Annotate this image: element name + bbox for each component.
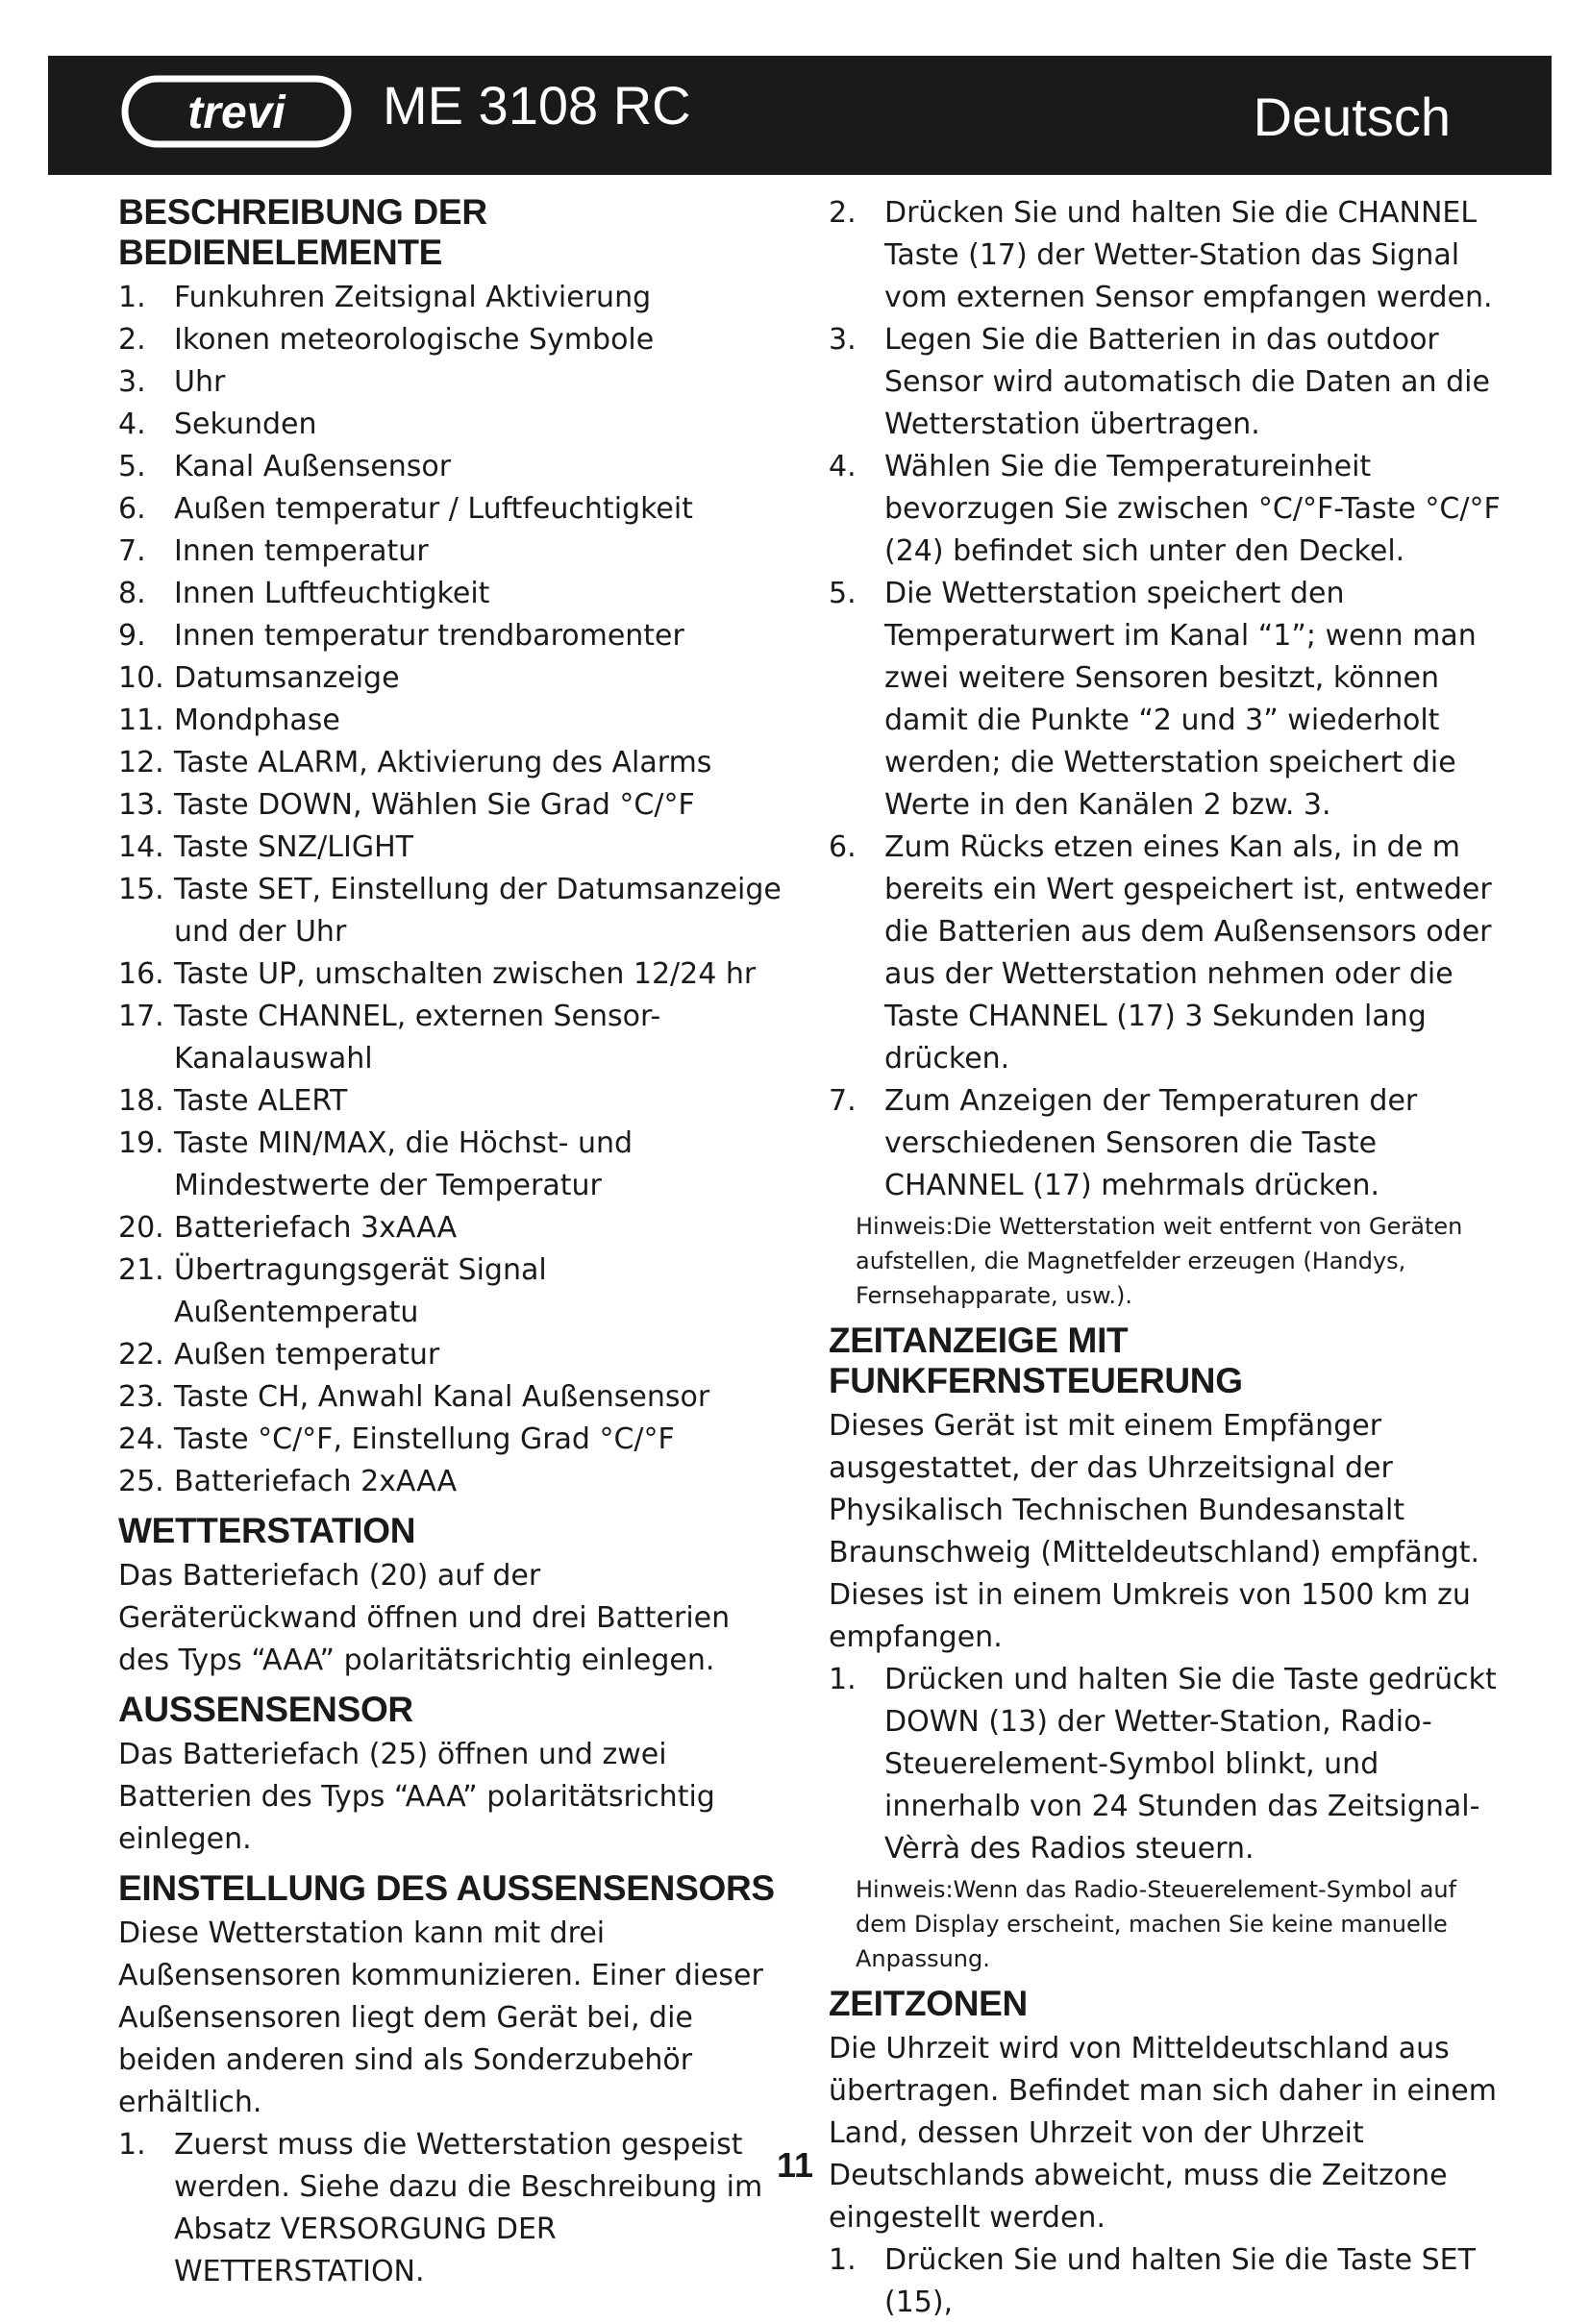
list-item [118,700,783,742]
item-text: Taste UP, umschalten zwischen 12/24 hr [174,957,757,991]
item-number: 25. [118,1465,164,1498]
left-column [118,192,783,2293]
item-text: Wählen Sie die Temperatureinheit bevorzugen Sie zwischen °C/°F-Taste °C/°F (24) befindet sich unter den Deckel. [884,450,1501,568]
weather-station-text: Das Batteriefach (20) auf der Geräterückwand öffnen und drei Batterien des Typs “AAA” polaritätsrichtig einlegen. [118,1559,731,1677]
item-number: 5. [118,450,146,483]
note-radio-control: Hinweis:Wenn das Radio-Steuerelement-Symbol auf dem Display erscheint, machen Sie keine manuelle Anpassung. [856,1876,1457,1972]
item-number: 18. [118,1084,164,1118]
item-text: Taste CH, Anwahl Kanal Außensensor [174,1380,710,1414]
item-text: Innen temperatur [174,534,429,568]
item-text: Datumsanzeige [174,661,400,695]
item-number: 2. [829,196,857,230]
item-number: 20. [118,1211,164,1245]
list-item [118,277,783,319]
item-number: 5. [829,577,857,610]
item-number: 16. [118,957,164,991]
radio-clock-text: Dieses Gerät ist mit einem Empfänger ausgestattet, der das Uhrzeitsignal der Physikalisch Technischen Bundesanstalt Braunschweig (Mitteldeutschland) empfängt. Dieses ist in einem Umkreis von 1500 km zu empfangen. [829,1409,1480,1654]
item-text: Taste ALARM, Aktivierung des Alarms [174,746,712,779]
trevi-logo [121,73,352,150]
item-text: Taste ALERT [174,1084,348,1118]
section-title-radio-clock: ZEITANZEIGE MIT FUNKFERNSTEUERUNG [829,1321,1243,1400]
item-number: 24. [118,1422,164,1456]
item-number: 21. [118,1253,164,1287]
item-number: 23. [118,1380,164,1414]
item-number: 1. [118,281,146,314]
sensor-setup-steps-continued [829,192,1502,1207]
section-title-outdoor-sensor: AUSSENSENSOR [118,1690,413,1729]
list-item [118,784,783,827]
time-zones-text: Die Uhrzeit wird von Mitteldeutschland aus übertragen. Befindet man sich daher in einem Land, dessen Uhrzeit von der Uhrzeit Deutschlands abweicht, muss die Zeitzone eingestellt werden. [829,2032,1497,2235]
section-title-sensor-setup: EINSTELLUNG DES AUSSENSENSORS [118,1868,775,1908]
list-item [118,742,783,784]
item-text: Mondphase [174,704,340,737]
section-title-controls: BESCHREIBUNG DER BEDIENELEMENTE [118,192,487,272]
item-text: Außen temperatur [174,1338,440,1372]
item-text: Innen temperatur trendbaromenter [174,619,684,653]
list-item [118,615,783,657]
item-text: Die Wetterstation speichert den Temperaturwert im Kanal “1”; wenn man zwei weitere Sensoren besitzt, können damit die Punkte “2 und 3” wiederholt werden; die Wetterstation speichert die Werte in den Kanälen 2 bzw. 3. [884,577,1477,822]
step-number: 1. [829,2243,857,2277]
item-number: 9. [118,619,146,653]
outdoor-sensor-text: Das Batteriefach (25) öffnen und zwei Batterien des Typs “AAA” polaritätsrichtig einlegen. [118,1738,715,1856]
section-title-weather-station: WETTERSTATION [118,1511,416,1550]
item-text: Taste °C/°F, Einstellung Grad °C/°F [174,1422,675,1456]
list-item [118,361,783,404]
right-column [829,192,1502,2324]
item-text: Zum Rücks etzen eines Kan als, in de m bereits ein Wert gespeichert ist, entweder die Batterien aus dem Außensensors oder aus der Wetterstation nehmen oder die Taste CHANNEL (17) 3 Sekunden lang drücken. [884,830,1492,1075]
item-number: 6. [829,830,857,864]
list-item [118,1461,783,1503]
list-item [118,404,783,446]
item-number: 3. [829,323,857,357]
item-number: 6. [118,492,146,526]
page-header [48,56,1552,175]
list-item [118,657,783,700]
list-item [118,531,783,573]
item-number: 17. [118,1000,164,1033]
item-number: 4. [118,408,146,441]
item-text: Kanal Außensensor [174,450,452,483]
controls-list [118,277,783,1503]
item-text: Taste CHANNEL, externen Sensor-Kanalauswahl [174,1000,661,1075]
item-text: Ikonen meteorologische Symbole [174,323,655,357]
sensor-setup-steps [118,2124,783,2293]
list-item [118,1080,783,1123]
item-number: 11. [118,704,164,737]
language-label: Deutsch [1253,87,1451,147]
item-text: Batteriefach 2xAAA [174,1465,458,1498]
list-item [829,1659,1502,1870]
item-text: Außen temperatur / Luftfeuchtigkeit [174,492,693,526]
item-number: 22. [118,1338,164,1372]
list-item [118,1249,783,1334]
list-item [829,446,1502,573]
item-text: Taste SNZ/LIGHT [174,830,413,864]
item-number: 15. [118,873,164,906]
step-text: Zuerst muss die Wetterstation gespeist werden. Siehe dazu die Beschreibung im Absatz VERSORGUNG DER WETTERSTATION. [174,2128,763,2288]
list-item [829,192,1502,319]
item-number: 12. [118,746,164,779]
item-number: 7. [829,1084,857,1118]
list-item [118,1207,783,1249]
item-number: 14. [118,830,164,864]
step-number: 1. [829,1663,857,1696]
list-item [118,827,783,869]
list-item [118,446,783,488]
sensor-setup-text: Diese Wetterstation kann mit drei Außensensoren kommunizieren. Einer dieser Außensensoren liegt dem Gerät bei, die beiden anderen sind als Sonderzubehör erhältlich. [118,1916,763,2119]
item-text: Taste SET, Einstellung der Datumsanzeige und der Uhr [174,873,782,949]
note-magnetic-fields: Hinweis:Die Wetterstation weit entfernt von Geräten aufstellen, die Magnetfelder erzeugen (Handys, Fernsehapparate, usw.). [856,1213,1463,1309]
item-text: Sekunden [174,408,317,441]
item-text: Legen Sie die Batterien in das outdoor Sensor wird automatisch die Daten an die Wetterstation übertragen. [884,323,1490,441]
item-text: Taste DOWN, Wählen Sie Grad °C/°F [174,788,695,822]
item-number: 8. [118,577,146,610]
item-text: Batteriefach 3xAAA [174,1211,458,1245]
item-text: Funkuhren Zeitsignal Aktivierung [174,281,652,314]
item-text: Übertragungsgerät Signal Außentemperatu [174,1253,547,1329]
item-number: 7. [118,534,146,568]
item-number: 3. [118,365,146,399]
time-zones-steps [829,2239,1502,2324]
list-item [829,827,1502,1080]
model-name: ME 3108 RC [383,75,691,136]
list-item [118,319,783,361]
item-number: 19. [118,1126,164,1160]
list-item [118,573,783,615]
item-text: Zum Anzeigen der Temperaturen der verschiedenen Sensoren die Taste CHANNEL (17) mehrmals drücken. [884,1084,1418,1202]
item-number: 2. [118,323,146,357]
list-item [829,2239,1502,2324]
list-item [829,1080,1502,1207]
list-item [118,996,783,1080]
list-item [829,319,1502,446]
list-item [118,1334,783,1376]
step-text: Drücken und halten Sie die Taste gedrückt DOWN (13) der Wetter-Station, Radio-Steuerelement-Symbol blinkt, und innerhalb von 24 Stunden das Zeitsignal-Vèrrà des Radios steuern. [884,1663,1497,1866]
item-number: 4. [829,450,857,483]
list-item [118,1376,783,1419]
list-item [118,1123,783,1207]
page-number: 11 [776,2145,814,2185]
radio-clock-steps [829,1659,1502,1870]
item-text: Drücken Sie und halten Sie die CHANNEL Taste (17) der Wetter-Station das Signal vom externen Sensor empfangen werden. [884,196,1493,314]
item-number: 13. [118,788,164,822]
list-item [829,573,1502,827]
list-item [118,869,783,953]
step-number: 1. [118,2128,146,2162]
section-title-time-zones: ZEITZONEN [829,1984,1028,2023]
list-item [118,488,783,531]
list-item [118,2124,783,2293]
item-number: 10. [118,661,164,695]
item-text: Taste MIN/MAX, die Höchst- und Mindestwerte der Temperatur [174,1126,634,1202]
step-text: Drücken Sie und halten Sie die Taste SET (15), [884,2243,1476,2319]
list-item [118,1419,783,1461]
logo-text: trevi [187,87,286,138]
list-item [118,953,783,996]
item-text: Innen Luftfeuchtigkeit [174,577,490,610]
item-text: Uhr [174,365,226,399]
